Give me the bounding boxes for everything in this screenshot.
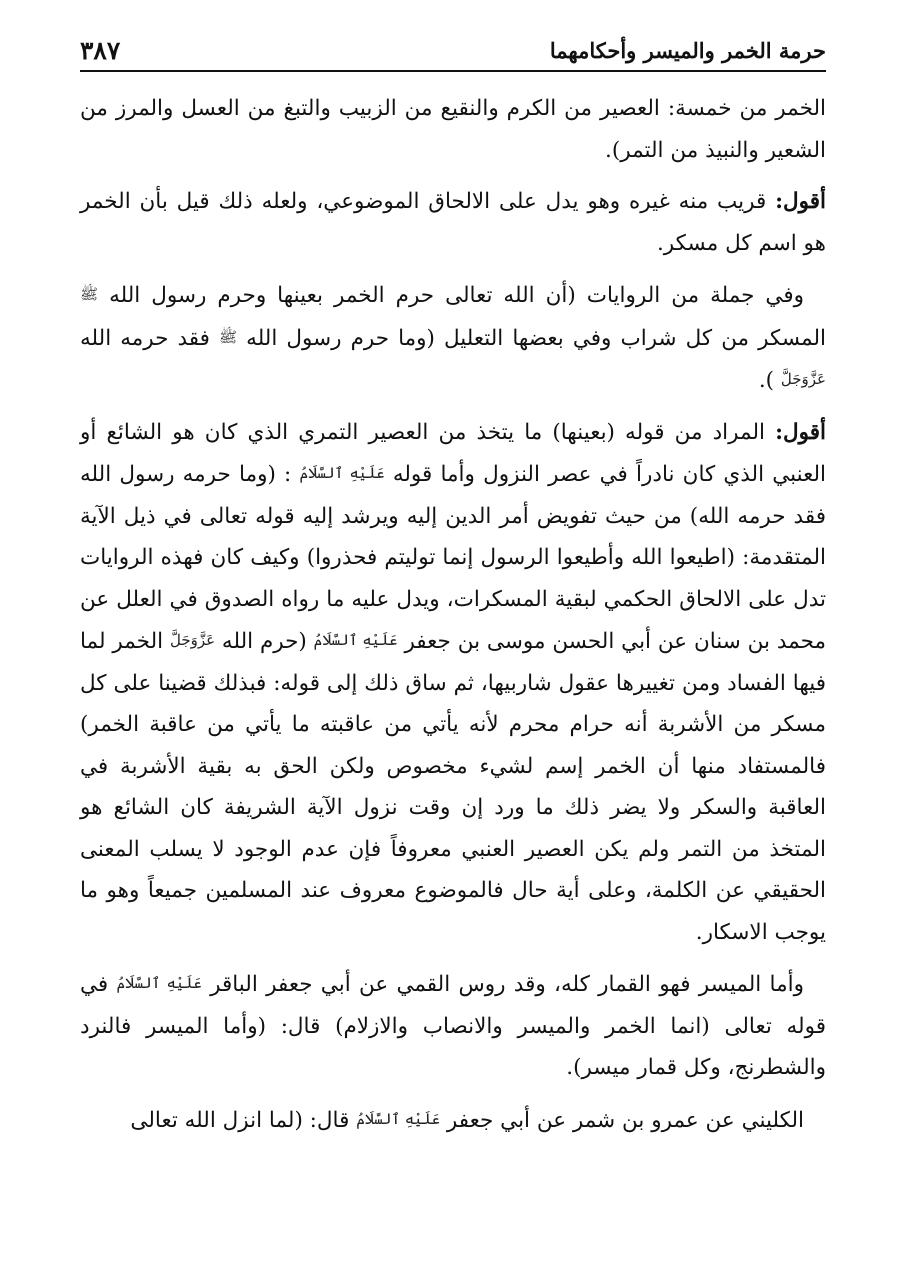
paragraph-6 <box>80 1099 826 1142</box>
paragraph-6-text-a: الكليني عن عمرو بن شمر عن أبي جعفر <box>440 1107 804 1133</box>
paragraph-2-text: قريب منه غيره وهو يدل على الالحاق الموضوعي، ولعله ذلك قيل بأن الخمر هو اسم كل مسكر. <box>80 189 826 256</box>
honorific-alayhi-icon: عَلَيْهِ ٱلسَّلَامُ <box>356 1109 441 1128</box>
paragraph-5-text-b: في قوله تعالى (انما الخمر والميسر والانصاب والازلام) قال: (وأما الميسر فالنرد والشطرنج، وكل قمار ميسر). <box>80 972 826 1080</box>
paragraph-4-text-d: الخمر لما فيها الفساد ومن تغييرها عقول شاربيها، ثم ساق ذلك إلى قوله: فبذلك قضينا على كل مسكر من الأشربة أنه حرام محرم لأنه يأتي من عاقبته ما يأتي من عاقبة الخمر) فالمستفاد منها أن الخمر إسم لشيء مخصوص ولكن الحق به بقية الأشربة في العاقبة والسكر ولا يضر ذلك ما ورد إن وقت نزول الآية الشريفة كان الشائع هو المتخذ من التمر ولم يكن العصير العنبي معروفاً فإن عدم الوجود لا يسلب المعنى الحقيقي عن الكلمة، وعلى أية حال فالموضوع معروف عند المسلمين جميعاً وهو ما يوجب الاسكار. <box>80 629 826 945</box>
paragraph-3 <box>80 274 826 402</box>
honorific-sawa-icon: ﷺ <box>80 285 99 303</box>
honorific-alayhi-icon: عَلَيْهِ ٱلسَّلَامُ <box>116 974 202 992</box>
paragraph-3-text-c: فقد حرمه الله <box>80 325 219 351</box>
paragraph-2 <box>80 181 826 264</box>
page-header <box>80 30 826 72</box>
paragraph-6-text-b: قال: (لما انزل الله تعالى <box>130 1107 357 1133</box>
paragraph-3-text-a: وفي جملة من الروايات (أن الله تعالى حرم الخمر بعينها وحرم رسول الله <box>98 283 804 308</box>
honorific-azza-icon: عَزَّوَجَلَّ <box>780 370 826 388</box>
page-number: ٣٨٧ <box>80 35 121 65</box>
paragraph-4-text-a: المراد من قوله (بعينها) ما يتخذ من العصير التمري الذي كان هو الشائع أو العنبي الذي كان نادراً في عصر النزول وأما قوله <box>80 419 827 487</box>
honorific-alayhi-icon: عَلَيْهِ ٱلسَّلَامُ <box>299 464 385 482</box>
paragraph-2-keyword: أقول: <box>775 189 826 214</box>
paragraph-4-text-b: : (وما حرمه رسول الله فقد حرمه الله) من حيث تفويض أمر الدين إليه ويرشد إليه قوله تعالى في ذيل الآية المتقدمة: (اطيعوا الله وأطيعوا الرسول إنما توليتم فحذروا) وكيف كان فهذه الروايات تدل على الالحاق الحكمي لبقية المسكرات، ويدل عليه ما رواه الصدوق في العلل عن محمد بن سنان عن أبي الحسن موسى بن جعفر <box>80 462 826 654</box>
honorific-alayhi-icon: عَلَيْهِ ٱلسَّلَامُ <box>313 631 398 649</box>
paragraph-5 <box>80 963 826 1089</box>
honorific-sawa-icon: ﷺ <box>218 327 238 346</box>
paragraph-3-text-d: ). <box>758 368 781 393</box>
paragraph-3-text-b: المسكر من كل شراب وفي بعضها التعليل (وما حرم رسول الله <box>237 325 827 351</box>
paragraph-4 <box>80 412 826 954</box>
paragraph-4-text-c: (حرم الله <box>215 629 314 654</box>
paragraph-1-text: الخمر من خمسة: العصير من الكرم والنقيع من الزبيب والتبغ من العسل والمرز من الشعير والنبيذ من التمر). <box>80 96 826 163</box>
paragraph-5-text-a: وأما الميسر فهو القمار كله، وقد روس القمي عن أبي جعفر الباقر <box>201 972 804 997</box>
honorific-azza-icon: عَزَّوَجَلَّ <box>169 631 216 649</box>
running-title: حرمة الخمر والميسر وأحكامهما <box>549 37 826 63</box>
paragraph-4-keyword: أقول: <box>775 419 826 445</box>
paragraph-1 <box>80 88 826 171</box>
page-body <box>80 88 826 1151</box>
